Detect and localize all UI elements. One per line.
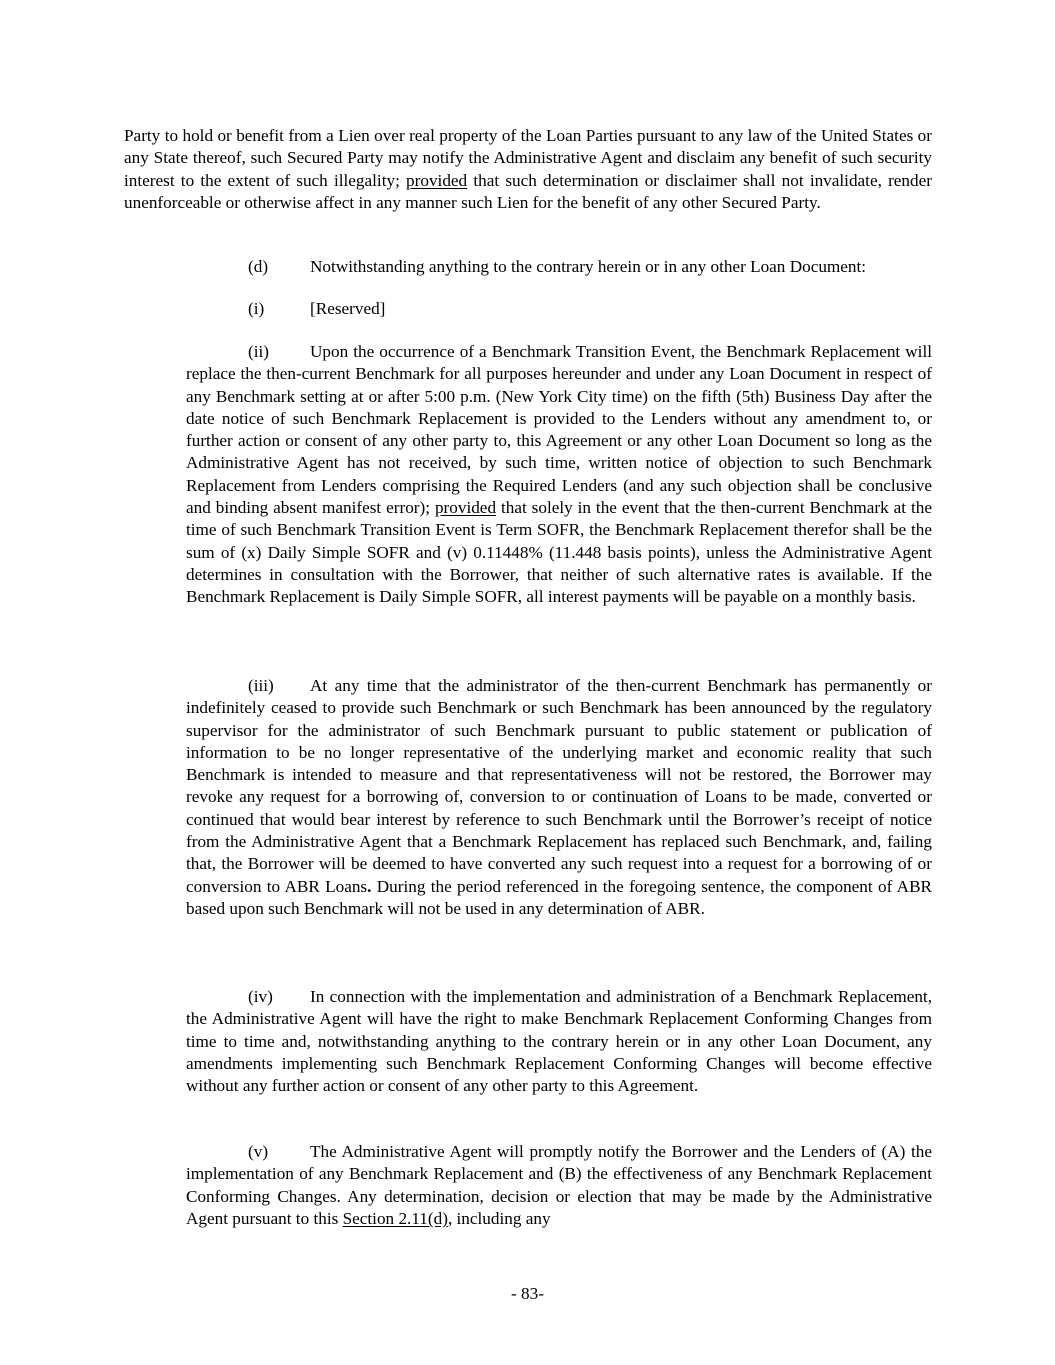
bold-period: . — [367, 876, 372, 896]
clause-ii-label: (ii) — [248, 342, 269, 361]
clause-i-text: [Reserved] — [310, 299, 386, 318]
clause-i-heading — [248, 298, 385, 320]
intro-text-1: Party to hold or benefit from a Lien over real property of the Loan Parties pursuant to any law of the United States or any State thereof, such Secured Party may notify the Administrative Agent and disclaim any benefit of such security interest to the extent of such illegality; — [124, 126, 932, 190]
clause-d-heading — [248, 256, 866, 278]
clause-iv-label: (iv) — [248, 987, 273, 1006]
intro-paragraph — [124, 125, 932, 214]
clause-v-label: (v) — [248, 1142, 269, 1161]
clause-iii-paragraph — [186, 675, 932, 920]
page-number: - 83- — [511, 1284, 544, 1303]
clause-ii-text-1: Upon the occurrence of a Benchmark Transition Event, the Benchmark Replacement will replace the then-current Benchmark for all purposes hereunder and under any Loan Document in respect of any Benchmark setting at or after 5:00 p.m. (New York City time) on the fifth (5th) Business Day after the date notice of such Benchmark Replacement is provided to the Lenders without any amendment to, or further action or consent of any other party to, this Agreement or any other Loan Document so long as the Administrative Agent has not received, by such time, written notice of objection to such Benchmark Replacement from Lenders comprising the Required Lenders (and any such objection shall be conclusive and binding absent manifest error); — [186, 342, 932, 518]
clause-v-text-2: , including any — [447, 1208, 551, 1228]
clause-iii-text-1: At any time that the administrator of the then-current Benchmark has permanently or indefinitely ceased to provide such Benchmark or such Benchmark has been announced by the regulatory supervisor for the administrator of such Benchmark pursuant to public statement or publication of information to be no longer representative of the underlying market and economic reality that such Benchmark is intended to measure and that representativeness will not be restored, the Borrower may revoke any request for a borrowing of, conversion to or continuation of Loans to be made, converted or continued that would bear interest by reference to such Benchmark until the Borrower’s receipt of notice from the Administrative Agent that a Benchmark Replacement has replaced such Benchmark, and, failing that, the Borrower will be deemed to have converted any such request into a request for a borrowing of or conversion to ABR Loans — [186, 676, 932, 896]
clause-i-label: (i) — [248, 299, 265, 318]
provided-term: provided — [406, 170, 468, 190]
clause-d-text: Notwithstanding anything to the contrary herein or in any other Loan Document: — [310, 257, 867, 276]
clause-ii-text-2: that solely in the event that the then-current Benchmark at the time of such Benchmark Transition Event is Term SOFR, the Benchmark Replacement therefor shall be the sum of (x) Daily Simple SOFR and (v) 0.11448% (11.448 basis points), unless the Administrative Agent determines in consultation with the Borrower, that neither of such alternative rates is available. If the Benchmark Replacement is Daily Simple SOFR, all interest payments will be payable on a monthly basis. — [186, 498, 932, 607]
clause-d-label: (d) — [248, 257, 269, 276]
clause-v-paragraph — [186, 1141, 932, 1230]
clause-iii-label: (iii) — [248, 676, 274, 695]
clause-ii-paragraph — [186, 341, 932, 609]
clause-iii-text-2: During the period referenced in the foregoing sentence, the component of ABR based upon such Benchmark will not be used in any determination of ABR. — [186, 876, 932, 918]
section-reference: Section 2.11(d) — [342, 1208, 448, 1228]
intro-text-2: that such determination or disclaimer shall not invalidate, render unenforceable or otherwise affect in any manner such Lien for the benefit of any other Secured Party. — [124, 170, 932, 212]
clause-iv-text: In connection with the implementation and administration of a Benchmark Replacement, the Administrative Agent will have the right to make Benchmark Replacement Conforming Changes from time to time and, notwithstanding anything to the contrary herein or in any other Loan Document, any amendments implementing such Benchmark Replacement Conforming Changes will become effective without any further action or consent of any other party to this Agreement. — [186, 987, 932, 1096]
clause-iv-paragraph — [186, 986, 932, 1097]
clause-v-text-1: The Administrative Agent will promptly notify the Borrower and the Lenders of (A) the implementation of any Benchmark Replacement and (B) the effectiveness of any Benchmark Replacement Conforming Changes. Any determination, decision or election that may be made by the Administrative Agent pursuant to this — [186, 1142, 932, 1228]
provided-term: provided — [434, 498, 497, 518]
